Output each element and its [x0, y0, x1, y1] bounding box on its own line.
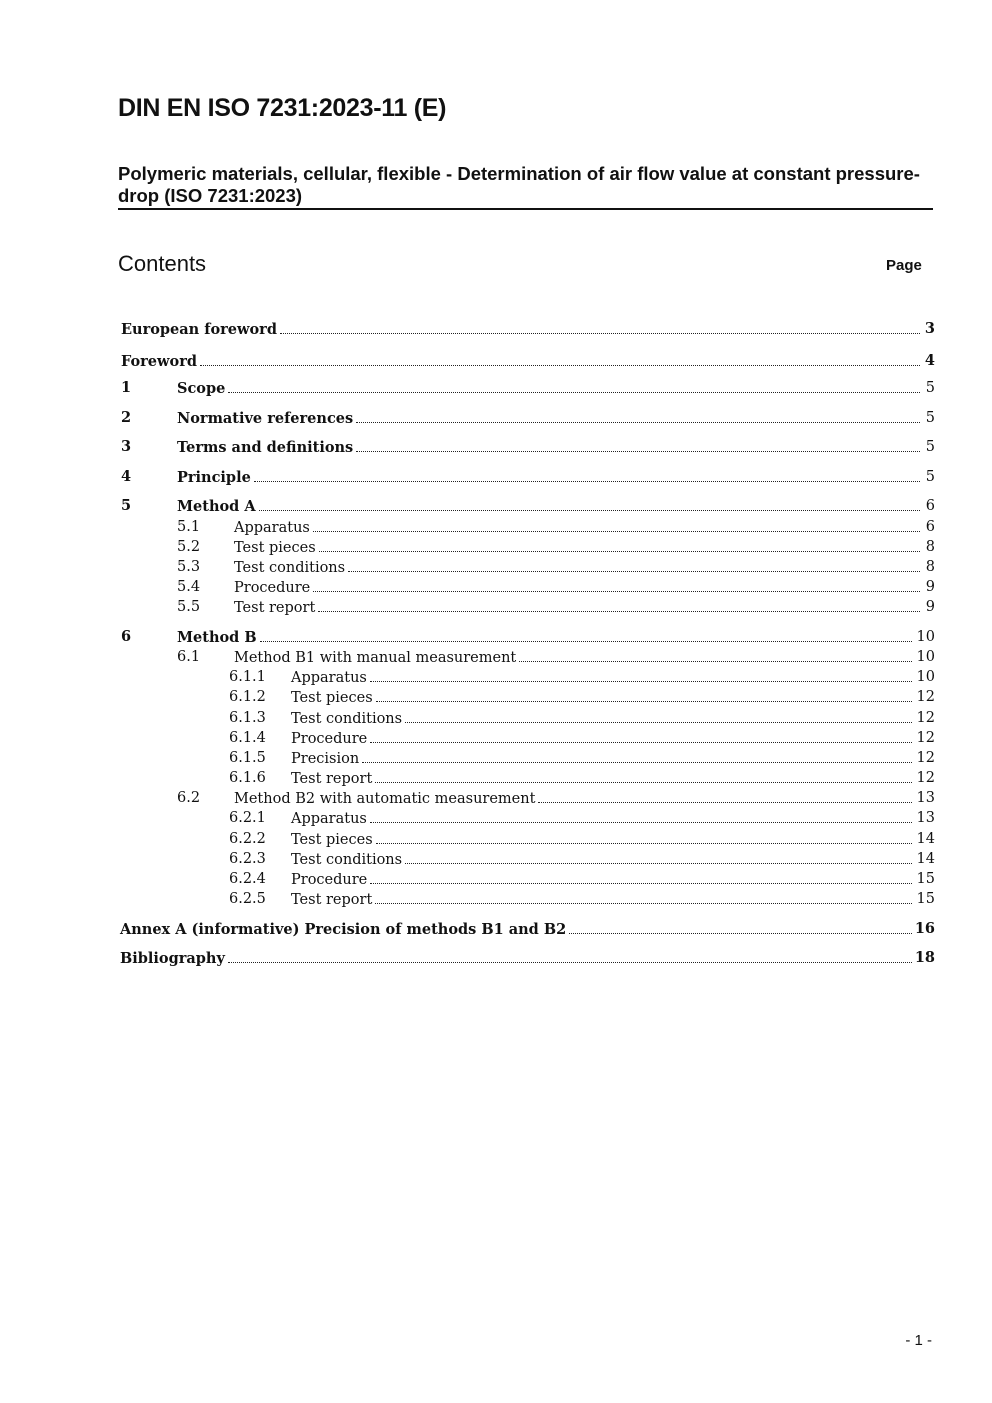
toc-entry-page: 10 — [916, 669, 935, 685]
toc-entry[interactable] — [0, 667, 992, 687]
toc-entry[interactable] — [0, 869, 992, 889]
toc-entry[interactable] — [0, 437, 992, 457]
toc-entry[interactable] — [0, 351, 992, 371]
toc-entry-page: 13 — [916, 810, 935, 826]
toc-entry-number: 5.1 — [177, 519, 201, 535]
toc-entry[interactable] — [0, 829, 992, 849]
toc-entry-number: 6.1.1 — [229, 669, 266, 685]
toc-entry[interactable] — [0, 408, 992, 428]
toc-entry-page: 5 — [925, 439, 935, 455]
toc-entry[interactable] — [0, 919, 992, 939]
toc-entry[interactable] — [0, 768, 992, 788]
toc-entry-number: 2 — [121, 409, 132, 426]
toc-entry-page: 15 — [916, 871, 935, 887]
toc-leader — [370, 667, 912, 682]
toc-entry-number: 6.2.3 — [229, 851, 266, 867]
toc-entry-number: 5.3 — [177, 559, 201, 575]
toc-entry-number: 6.1.2 — [229, 689, 266, 705]
toc-entry[interactable] — [0, 728, 992, 748]
toc-entry[interactable] — [0, 708, 992, 728]
toc-entry-page: 12 — [916, 750, 935, 766]
toc-entry-number: 6.1.4 — [229, 730, 266, 746]
toc-entry-page: 12 — [916, 710, 935, 726]
toc-entry-page: 18 — [914, 949, 935, 966]
toc-entry-title: European foreword — [121, 321, 277, 338]
toc-entry[interactable] — [0, 319, 992, 339]
toc-entry-page: 6 — [925, 519, 935, 535]
toc-entry[interactable] — [0, 948, 992, 968]
toc-entry-title: Test report — [234, 600, 316, 616]
toc-leader — [260, 627, 912, 642]
toc-leader — [376, 829, 912, 844]
toc-entry-title: Test pieces — [234, 540, 316, 556]
toc-entry-number: 6.1 — [177, 649, 201, 665]
toc-entry-title: Bibliography — [120, 950, 225, 967]
toc-entry[interactable] — [0, 647, 992, 667]
toc-entry-title: Test conditions — [291, 852, 403, 868]
document-id: DIN EN ISO 7231:2023-11 (E) — [118, 94, 447, 122]
toc-entry-page: 14 — [916, 851, 935, 867]
toc-entry-page: 16 — [914, 920, 935, 937]
page-column-label: Page — [886, 257, 922, 274]
toc-entry[interactable] — [0, 808, 992, 828]
toc-entry[interactable] — [0, 849, 992, 869]
toc-entry-title: Terms and definitions — [177, 439, 354, 456]
toc-entry-title: Procedure — [234, 580, 311, 596]
toc-entry-number: 5 — [121, 497, 132, 514]
toc-entry-title: Method B — [177, 629, 257, 646]
toc-entry-number: 6.2.2 — [229, 831, 266, 847]
toc-entry-page: 12 — [916, 689, 935, 705]
toc-entry-page: 5 — [925, 410, 935, 426]
toc-leader — [259, 496, 920, 511]
toc-leader — [569, 919, 912, 934]
toc-leader — [370, 808, 912, 823]
toc-entry-number: 6.2 — [177, 790, 201, 806]
toc-entry-page: 14 — [916, 831, 935, 847]
toc-entry-page: 9 — [925, 599, 935, 615]
toc-entry-page: 12 — [916, 770, 935, 786]
toc-entry-page: 10 — [916, 649, 935, 665]
toc-leader — [356, 437, 920, 452]
toc-entry[interactable] — [0, 517, 992, 537]
toc-entry-page: 10 — [916, 629, 935, 645]
toc-entry-page: 3 — [924, 320, 935, 337]
document-title: Polymeric materials, cellular, flexible - Determination of air flow value at constant pressure-drop (ISO 7231:2023) — [118, 163, 933, 210]
toc-entry-title: Scope — [177, 380, 226, 397]
toc-entry-title: Apparatus — [291, 811, 367, 827]
toc-entry-page: 12 — [916, 730, 935, 746]
toc-entry-number: 3 — [121, 438, 132, 455]
toc-leader — [375, 768, 912, 783]
toc-leader — [405, 849, 912, 864]
toc-entry-number: 6.1.5 — [229, 750, 266, 766]
toc-entry[interactable] — [0, 748, 992, 768]
toc-leader — [375, 889, 912, 904]
toc-entry-number: 5.2 — [177, 539, 201, 555]
toc-entry-title: Procedure — [291, 731, 368, 747]
toc-leader — [362, 748, 912, 763]
toc-entry-title: Apparatus — [234, 520, 310, 536]
toc-entry-number: 6.2.5 — [229, 891, 266, 907]
toc-leader — [318, 597, 920, 612]
toc-leader — [370, 728, 912, 743]
toc-entry-title: Test pieces — [291, 832, 373, 848]
toc-entry-title: Test report — [291, 892, 373, 908]
toc-entry[interactable] — [0, 378, 992, 398]
toc-entry-number: 6.1.6 — [229, 770, 266, 786]
toc-entry-number: 6 — [121, 628, 132, 645]
toc-entry-page: 8 — [925, 559, 935, 575]
toc-entry-page: 6 — [925, 498, 935, 514]
toc-entry-title: Normative references — [177, 410, 354, 427]
toc-leader — [376, 687, 912, 702]
toc-leader — [538, 788, 912, 803]
toc-entry[interactable] — [0, 557, 992, 577]
toc-leader — [319, 537, 920, 552]
toc-entry-number: 6.1.3 — [229, 710, 266, 726]
toc-entry-page: 4 — [924, 352, 935, 369]
toc-entry-title: Precision — [291, 751, 360, 767]
toc-entry-page: 9 — [925, 579, 935, 595]
toc-entry-page: 5 — [925, 380, 935, 396]
toc-leader — [356, 408, 920, 423]
toc-entry[interactable] — [0, 788, 992, 808]
toc-leader — [254, 467, 920, 482]
toc-entry-page: 13 — [916, 790, 935, 806]
toc-entry-page: 8 — [925, 539, 935, 555]
toc-leader — [348, 557, 920, 572]
toc-entry-title: Principle — [177, 469, 251, 486]
toc-entry-page: 15 — [916, 891, 935, 907]
toc-entry-number: 6.2.1 — [229, 810, 266, 826]
toc-entry-number: 6.2.4 — [229, 871, 266, 887]
toc-entry[interactable] — [0, 577, 992, 597]
toc-leader — [519, 647, 912, 662]
toc-leader — [280, 319, 920, 334]
toc-entry-number: 5.5 — [177, 599, 201, 615]
toc-entry-title: Test conditions — [234, 560, 346, 576]
toc-entry[interactable] — [0, 537, 992, 557]
toc-leader — [228, 948, 912, 963]
toc-entry[interactable] — [0, 687, 992, 707]
toc-entry-title: Method B2 with automatic measurement — [234, 791, 536, 807]
toc-entry-number: 5.4 — [177, 579, 201, 595]
toc-entry[interactable] — [0, 597, 992, 617]
toc-leader — [370, 869, 912, 884]
toc-leader — [200, 351, 920, 366]
toc-leader — [405, 708, 912, 723]
toc-entry-title: Annex A (informative) Precision of methods B1 and B2 — [120, 921, 567, 938]
toc-leader — [313, 517, 920, 532]
toc-entry-title: Method A — [177, 498, 256, 515]
toc-entry[interactable] — [0, 889, 992, 909]
toc-entry[interactable] — [0, 467, 992, 487]
toc-entry-number: 1 — [121, 379, 132, 396]
toc-entry-title: Method B1 with manual measurement — [234, 650, 517, 666]
toc-entry-title: Test report — [291, 771, 373, 787]
toc-leader — [313, 577, 920, 592]
contents-heading: Contents — [118, 251, 207, 276]
toc-entry-title: Test pieces — [291, 690, 373, 706]
toc-entry[interactable] — [0, 496, 992, 516]
toc-entry[interactable] — [0, 627, 992, 647]
toc-entry-number: 4 — [121, 468, 132, 485]
toc-entry-title: Procedure — [291, 872, 368, 888]
toc-entry-page: 5 — [925, 469, 935, 485]
toc-entry-title: Apparatus — [291, 670, 367, 686]
toc-entry-title: Test conditions — [291, 711, 403, 727]
toc-leader — [228, 378, 920, 393]
page-number: - 1 - — [905, 1332, 932, 1349]
toc-entry-title: Foreword — [121, 353, 197, 370]
